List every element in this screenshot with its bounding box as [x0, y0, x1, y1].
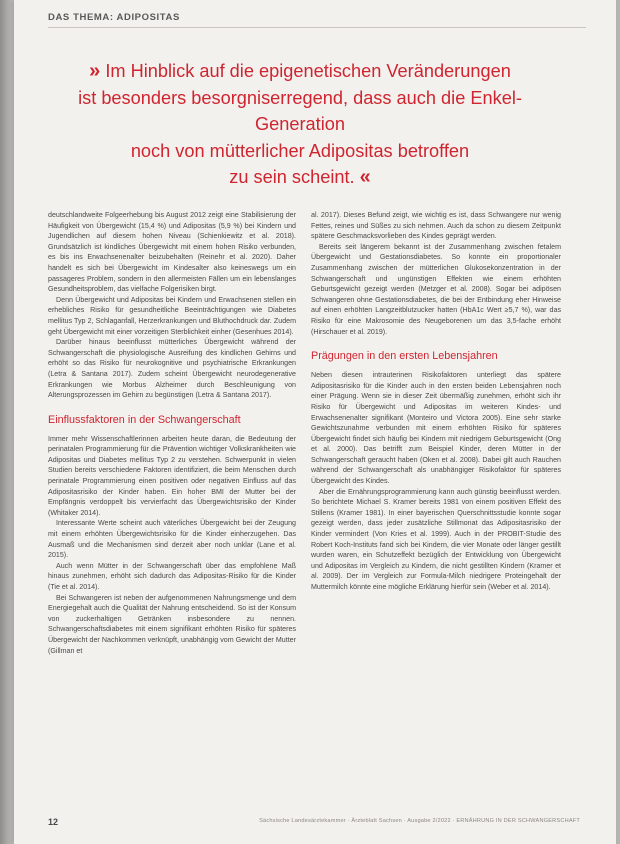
header-divider — [48, 27, 586, 28]
body-paragraph: Bereits seit längerem bekannt ist der Zusammenhang zwischen fetalem Übergewicht und Gestationsdiabetes. So konnte ein proportionaler Zusammenhang zwischen der mütterlichen Glukosekonzentration in der Schwangerschaft und ungünstigen Effekten wie einem erhöhten Geburtsgewicht gezeigt werden (Metzger et al. 2008). Sogar bei adipösen Schwangeren ohne Gestationsdiabetes, die bei der Entbindung eher Hinweise auf einen erhöhten Langzeitblutzucker hatten (HbA1c Wert ≥5,7 %), war das Risiko für eine Makrosomie des Neugeborenen um das 3,5-fache erhöht (Hirschauer et al. 2019). — [311, 242, 561, 336]
body-paragraph: al. 2017). Dieses Befund zeigt, wie wichtig es ist, dass Schwangere nur wenig Fettes, reines und Süßes zu sich nehmen. Auch da schon zu diesem Zeitpunkt spätere Geschmacksvorlieben des Kindes geprägt werden. — [311, 211, 561, 241]
section-header: DAS THEMA: ADIPOSITAS — [48, 12, 180, 23]
binding-shadow — [0, 0, 14, 844]
pull-quote-line: noch von mütterlicher Adipositas betroffen — [130, 140, 470, 161]
quote-close-mark: « — [359, 166, 371, 188]
body-paragraph: Darüber hinaus beeinflusst mütterliches Übergewicht während der Schwangerschaft die physiologische Ausreifung des kindlichen Gehirns und erhöht so das Risiko für neurokognitive und psychiatrische Erkrankungen (Letra & Santana 2017). Zudem scheint Übergewicht neurodegenerative Erkrankungen wie Morbus Alzheimer durch Beschleunigung von Alterungsprozessen im Gehirn zu begünstigen (Letra & Santana 2017). — [48, 338, 296, 400]
body-paragraph: Denn Übergewicht und Adipositas bei Kindern und Erwachsenen stellen ein erhebliches Risiko für gesundheitliche Beeinträchtigungen wie Diabetes mellitus Typ 2, Schlaganfall, Herzerkrankungen und Bluthochdruck dar. Zudem geht Übergewicht mit einer vorzeitigen Sterblichkeit einher (Gesenhues 2014). — [48, 295, 296, 336]
pull-quote-line: Im Hinblick auf die epigenetischen Veränderungen — [105, 61, 511, 81]
footer-source: Sächsische Landesärztekammer · Ärzteblatt Sachsen · Ausgabe 2/2022 · ERNÄHRUNG IN DER SCHWANGERSCHAFT — [259, 818, 580, 824]
pull-quote-line: ist besonders besorgniserregend, dass auch die Enkel-Generation — [78, 87, 522, 134]
body-paragraph: Neben diesen intrauterinen Risikofaktoren unterliegt das spätere Adipositasrisiko für die Kinder auch in den ersten beiden Lebensjahren noch einer Prägung. Wenn sie in dieser Zeit übermäßig zunehmen, erhöht sich ihr Risiko für Übergewicht und Adipositas im weiteren Kindes- und Erwachsenenalter signifikant (Monteiro und Victora 2005). Eine sehr starke Gewichtszunahme verbunden mit einem erhöhten Risiko für späteres Übergewicht findet sich häufig bei Kindern mit niedrigem Geburtsgewicht (Ong et al. 2000). Das betrifft zum Beispiel Kinder, deren Mütter in der Schwangerschaft geraucht haben (Oken et al. 2008). Dabei gilt auch Rauchen während der Schwangerschaft als unabhängiger Risikofaktor für späteres Übergewicht des Kindes. — [311, 371, 561, 486]
section-heading-pregnancy: Einflussfaktoren in der Schwangerschaft — [48, 413, 241, 426]
page-number: 12 — [48, 817, 59, 827]
body-paragraph: Interessante Werte scheint auch väterliches Übergewicht bei der Zeugung mit einem erhöhten Übergewichtsrisiko für die Kinder einherzugehen. Das Ausmaß und die Mechanismen sind derzeit aber noch unklar (Lane et al. 2015). — [48, 519, 296, 560]
left-text-column — [48, 210, 296, 656]
right-text-column — [311, 210, 561, 593]
quote-open-mark: » — [89, 60, 101, 82]
body-paragraph: deutschlandweite Folgeerhebung bis August 2012 zeigt eine Stabilisierung der Häufigkeit von Übergewicht (15,4 %) und Adipositas (5,9 %) bei Kindern und Jugendlichen auf diesem hohen Niveau (Schienkiewitz et al. 2018). Grundsätzlich ist kindliches Übergewicht mit einem hohen Risiko verbunden, es bis ins Erwachsenenalter beizubehalten (Reinehr et al. 2020). Daher handelt es sich bei Übergewicht im Kindesalter also keineswegs um ein passageres Problem, sondern in den allermeisten Fällen um ein lebenslanges Gesundheitsproblem, das vielfache Folgerisiken birgt. — [48, 211, 296, 294]
body-paragraph: Immer mehr Wissenschaftlerinnen arbeiten heute daran, die Bedeutung der perinatalen Programmierung für die Prävention wichtiger Volkskrankheiten wie Adipositas und Diabetes mellitus Typ 2 zu verstehen. Schwerpunkt in vielen Studien bereits verschiedene Faktoren identifiziert, die beim Menschen durch perinatale Programmierung einen positiven oder negativen Einfluss auf das Adipositasrisiko der Kinder haben. Ein hoher BMI der Mutter bei der Empfängnis verdoppelt bis vervierfacht das Übergewichtsrisiko der Kinder (Whitaker 2014). — [48, 434, 296, 517]
pull-quote-line: zu sein scheint. — [229, 167, 355, 187]
section-heading-early-years: Prägungen in den ersten Lebensjahren — [311, 350, 498, 363]
pull-quote — [60, 58, 540, 191]
body-paragraph: Bei Schwangeren ist neben der aufgenommenen Nahrungsmenge und dem Energiegehalt auch die Qualität der Nahrung entscheidend. So ist der Konsum von zuckerhaltigen Getränken insbesondere zu nennen. Schwangerschaftsdiabetes mit einem signifikant erhöhten Risiko für späteres Übergewicht der Nachkommen verknüpft, unabhängig vom Gewicht der Mutter (Gillman et — [48, 593, 296, 655]
body-paragraph: Aber die Ernährungsprogrammierung kann auch günstig beeinflusst werden. So berichtete Michael S. Kramer bereits 1981 von einem positiven Effekt des Stillens (Kramer 1981). In einer bayerischen Querschnittsstudie konnte sogar gezeigt werden, dass jeder zusätzliche Stillmonat das Adipositasrisiko der Kinder vermindert (Von Kries et al. 1999). Auch in der PROBIT-Studie des Robert Koch-Instituts fand sich bei Kindern, die vier Monate oder länger gestillt wurden waren, ein Schutzeffekt bezüglich der Entwicklung von Übergewicht und Adipositas im Vergleich zu Kindern, die nicht gestillten Kindern (Kramer et al. 2009). Der im Vergleich zur Formula-Milch niedrigere Proteingehalt der Muttermilch könnte eine mögliche Erklärung hierfür sein (Weber et al. 2014). — [311, 487, 561, 591]
body-paragraph: Auch wenn Mütter in der Schwangerschaft über das empfohlene Maß hinaus zunehmen, erhöht sich dadurch das Adipositas-Risiko für die Kinder (Tie et al. 2014). — [48, 561, 296, 591]
